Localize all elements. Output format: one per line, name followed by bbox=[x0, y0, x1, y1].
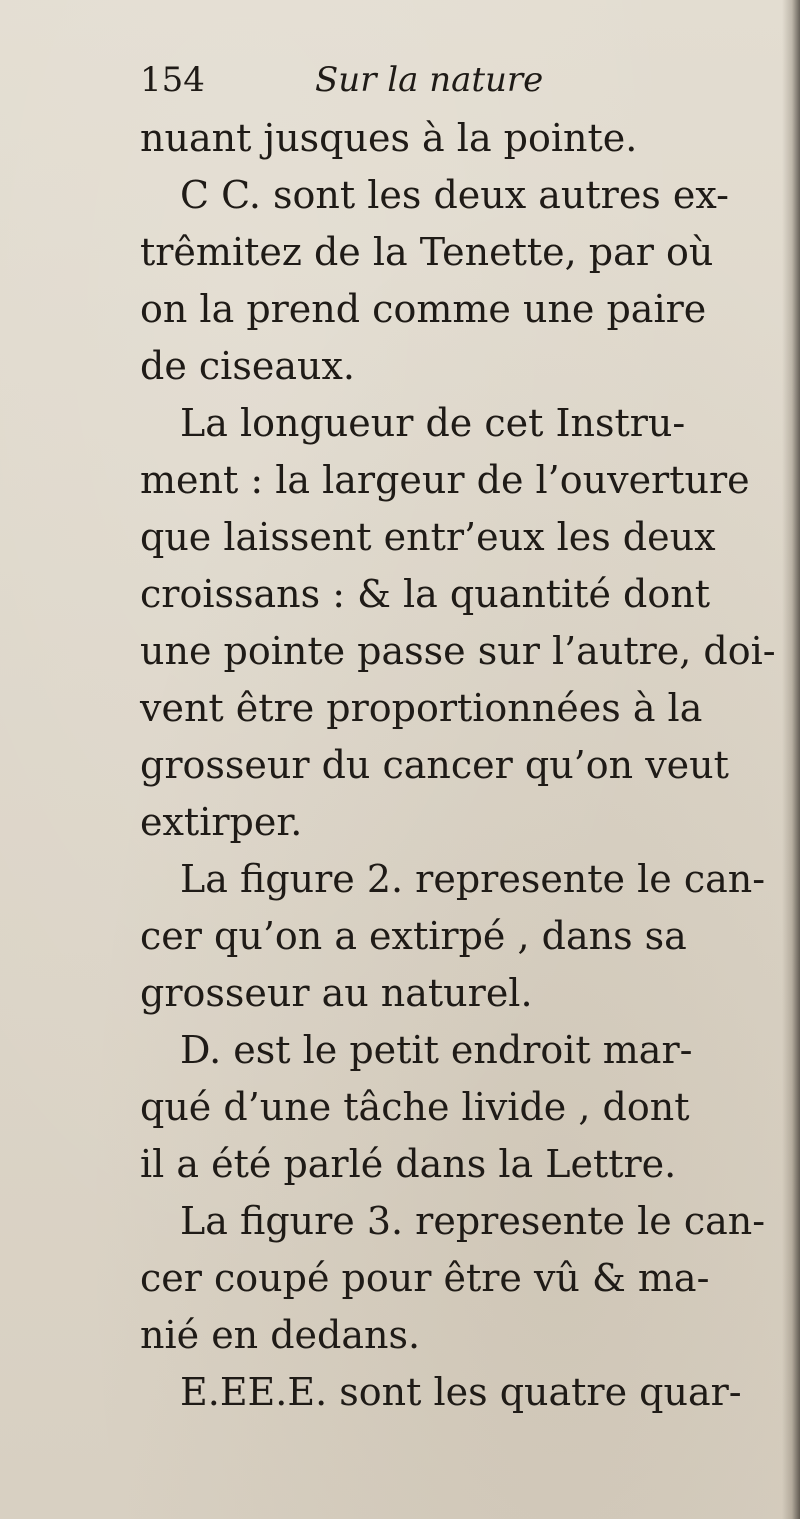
text-line: grosseur du cancer qu’on veut bbox=[140, 743, 729, 787]
text-line: La figure 2. represente le can- bbox=[180, 857, 766, 901]
page-edge-shadow bbox=[782, 0, 800, 1519]
text-line: qué d’une tâche livide , dont bbox=[140, 1085, 690, 1129]
text-line: une pointe passe sur l’autre, doi- bbox=[140, 629, 776, 673]
text-line: on la prend comme une paire bbox=[140, 287, 707, 331]
text-line: cer coupé pour être vû & ma- bbox=[140, 1256, 710, 1300]
text-line: E.EE.E. sont les quatre quar- bbox=[180, 1370, 742, 1414]
text-line: de ciseaux. bbox=[140, 344, 355, 388]
text-line: il a été parlé dans la Lettre. bbox=[140, 1142, 677, 1186]
text-line: La figure 3. represente le can- bbox=[180, 1199, 766, 1243]
text-line: C C. sont les deux autres ex- bbox=[180, 173, 729, 217]
page-number: 154 bbox=[140, 60, 205, 100]
text-line: La longueur de cet Instru- bbox=[180, 401, 686, 445]
body-text bbox=[140, 110, 776, 1421]
text-line: nuant jusques à la pointe. bbox=[140, 116, 638, 160]
text-line: trêmitez de la Tenette, par où bbox=[140, 230, 714, 274]
page-header bbox=[140, 60, 740, 110]
text-line: cer qu’on a extirpé , dans sa bbox=[140, 914, 687, 958]
text-line: croissans : & la quantité dont bbox=[140, 572, 710, 616]
text-line: vent être proportionnées à la bbox=[140, 686, 703, 730]
text-line: D. est le petit endroit mar- bbox=[180, 1028, 693, 1072]
text-line: que laissent entr’eux les deux bbox=[140, 515, 716, 559]
text-line: extirper. bbox=[140, 800, 303, 844]
running-head: Sur la nature bbox=[315, 60, 544, 100]
text-line: ment : la largeur de l’ouverture bbox=[140, 458, 750, 502]
text-line: nié en dedans. bbox=[140, 1313, 421, 1357]
text-line: grosseur au naturel. bbox=[140, 971, 533, 1015]
